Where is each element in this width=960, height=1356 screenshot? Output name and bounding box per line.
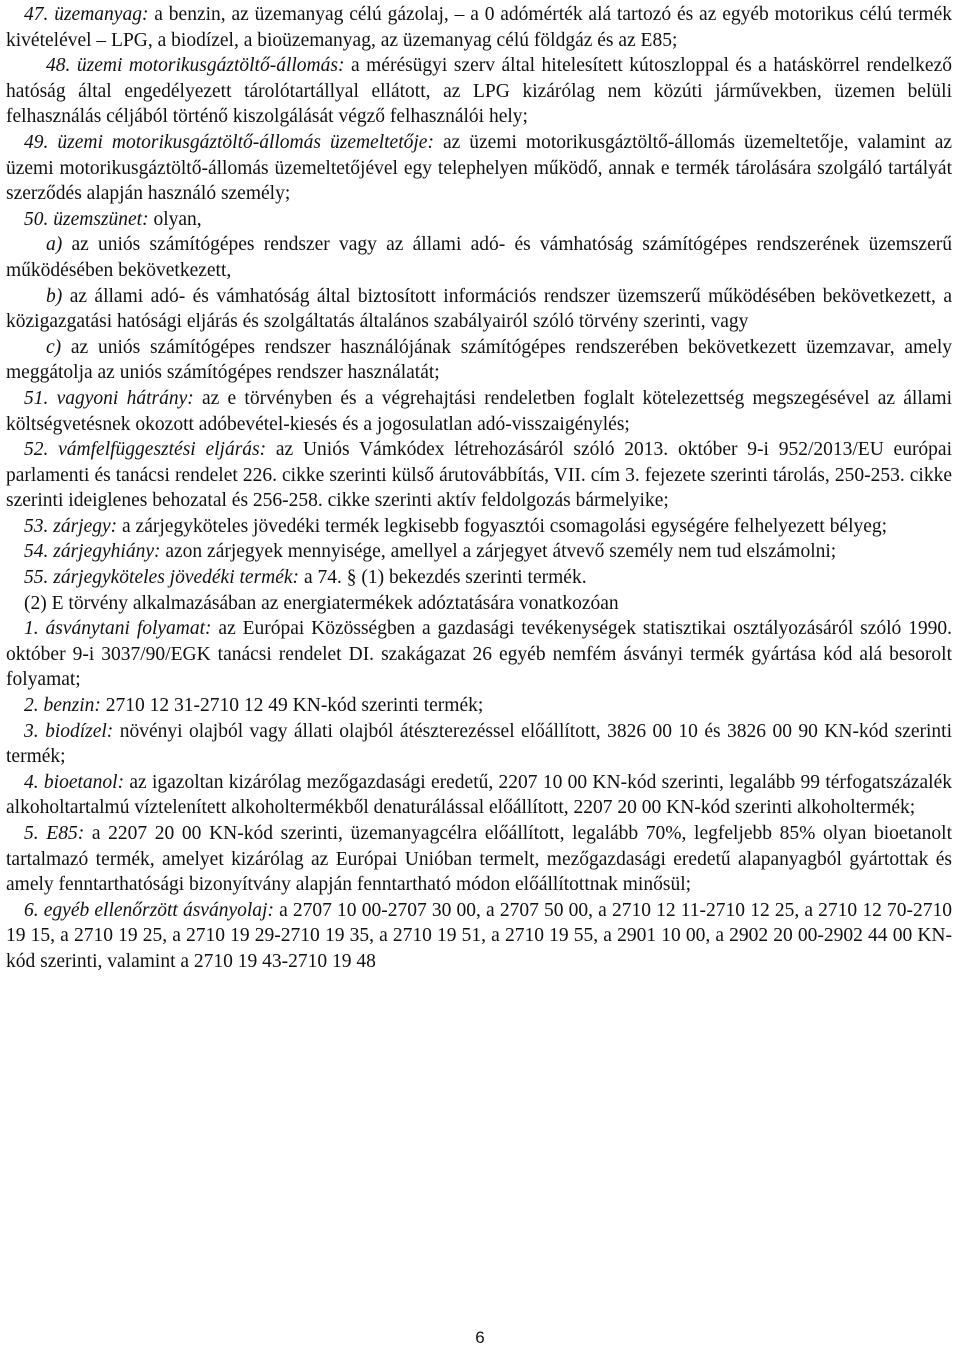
item-number: 50. xyxy=(24,208,49,230)
defined-term: bioetanol: xyxy=(43,771,125,793)
item-number: 5. xyxy=(24,823,39,844)
paragraph-text: a benzin, az üzemanyag célú gázolaj, – a 0 adómérték alá tartozó és az egyéb motorikus célú termék kivételével – LPG, a biodízel, a bioüzemanyag, az üzemanyag célú földgáz és az E85; xyxy=(6,4,952,51)
item-number: a) xyxy=(46,234,63,256)
paragraph-text: 2710 12 31-2710 12 49 KN-kód szerinti termék; xyxy=(100,695,484,717)
item-number: 2. xyxy=(24,695,39,717)
paragraph-text: az uniós számítógépes rendszer használójának számítógépes rendszerében bekövetkezett üzemzavar, amely meggátolja az uniós számítógépes rendszer használatát; xyxy=(6,336,953,384)
defined-term: E85: xyxy=(46,823,85,844)
item-number: 6. xyxy=(24,899,39,921)
defined-term: zárjegy: xyxy=(53,515,118,537)
item-number: 51. xyxy=(24,387,49,409)
defined-term: üzemi motorikusgáztöltő-állomás: xyxy=(76,55,345,77)
defined-term: benzin: xyxy=(43,695,101,717)
paragraph xyxy=(6,514,952,540)
paragraph xyxy=(6,616,952,693)
paragraph-text: az üzemi motorikusgáztöltő-állomás üzemeltetője, valamint az üzemi motorikusgáztöltő-állomás üzemeltetőjével egy telephelyen működő, annak e termék tárolására szolgáló tartályát szerződés alapján használó személy; xyxy=(6,131,953,205)
paragraph xyxy=(6,335,952,386)
paragraph xyxy=(6,565,952,591)
defined-term: ásványtani folyamat: xyxy=(45,618,212,640)
paragraph-text: a mérésügyi szerv által hitelesített kútoszloppal és a hatáskörrel rendelkező hatóság által engedélyezett tárolótartállyal ellátott, az LPG kizárólag nem közúti járművekben, üzemen belüli felhasználás céljából történő kiszolgálását végző felhasználói hely; xyxy=(6,55,952,128)
defined-term: üzemanyag: xyxy=(54,4,149,25)
paragraph-text: azon zárjegyek mennyisége, amellyel a zárjegyet átvevő személy nem tud elszámolni; xyxy=(160,541,837,563)
paragraph-text: a 74. § (1) bekezdés szerinti termék. xyxy=(299,567,587,589)
paragraph-text: az Európai Közösségben a gazdasági tevékenységek statisztikai osztályozásáról szóló 1990. október 9-i 3037/90/EGK tanácsi rendelet DI. szakágazat 26 egyéb nemfém ásványi termék gyártása kód alá besorolt folyamat; xyxy=(6,618,953,691)
paragraph xyxy=(6,770,952,821)
item-number: 4. xyxy=(24,771,39,793)
item-number: 52. xyxy=(24,439,49,461)
item-number: 1. xyxy=(24,618,39,640)
paragraph xyxy=(6,437,952,514)
paragraph xyxy=(6,207,952,233)
defined-term: zárjegyköteles jövedéki termék: xyxy=(53,567,300,589)
defined-term: vámfelfüggesztési eljárás: xyxy=(58,439,267,461)
paragraph-text: (2) E törvény alkalmazásában az energiatermékek adóztatására vonatkozóan xyxy=(24,592,619,614)
defined-term: zárjegyhiány: xyxy=(53,541,161,563)
page-number: 6 xyxy=(475,1328,485,1347)
paragraph xyxy=(6,898,952,975)
item-number: 49. xyxy=(24,131,49,153)
paragraph xyxy=(6,539,952,565)
defined-term: biodízel: xyxy=(45,720,114,742)
paragraph xyxy=(6,232,952,283)
paragraph-text: az uniós számítógépes rendszer vagy az állami adó- és vámhatóság számítógépes rendszerének üzemszerű működésében bekövetkezett, xyxy=(6,234,952,281)
defined-term: üzemi motorikusgáztöltő-állomás üzemeltetője: xyxy=(57,131,434,153)
item-number: b) xyxy=(46,285,63,307)
item-number: 55. xyxy=(24,567,49,589)
paragraph-text: az igazoltan kizárólag mezőgazdasági eredetű, 2207 10 00 KN-kód szerinti, legalább 99 térfogatszázalék alkoholtartalmú víztelenített alkoholtermékből denaturálással előállított, 2207 20 00 KN-kód szerinti alkoholtermék; xyxy=(6,771,952,819)
defined-term: egyéb ellenőrzött ásványolaj: xyxy=(43,899,274,921)
paragraph-text: a 2707 10 00-2707 30 00, a 2707 50 00, a 2710 12 11-2710 12 25, a 2710 12 70-2710 19 15, a 2710 19 25, a 2710 19 29-2710 19 35, a 2710 19 51, a 2710 19 55, a 2901 10 00, a 2902 20 00-2902 44 00 KN-kód szerinti, valamint a 2710 19 43-2710 19 48 xyxy=(6,899,952,972)
item-number: c) xyxy=(46,336,62,358)
paragraph xyxy=(6,2,952,53)
item-number: 48. xyxy=(46,55,71,77)
paragraph xyxy=(6,591,952,617)
item-number: 3. xyxy=(24,720,39,742)
paragraph-text: az Uniós Vámkódex létrehozásáról szóló 2013. október 9-i 952/2013/EU európai parlamenti és tanácsi rendelet 226. cikke szerinti külső árutovábbítás, VII. cím 3. fejezete szerinti tárolás, 250-253. cikke szerinti ideiglenes behozatal és 256-258. cikke szerinti aktív feldolgozás bármelyike; xyxy=(6,439,953,512)
paragraph xyxy=(6,719,952,770)
paragraph xyxy=(6,284,952,335)
item-number: 53. xyxy=(24,515,49,537)
paragraph-text: a zárjegyköteles jövedéki termék legkisebb fogyasztói csomagolási egységére felhelyezett bélyeg; xyxy=(117,515,888,537)
defined-term: üzemszünet: xyxy=(53,208,149,230)
paragraph-text: az állami adó- és vámhatóság által biztosított információs rendszer üzemszerű működésében bekövetkezett, a közigazgatási hatósági eljárás és szolgáltatás általános szabályairól szóló törvény szerinti, vagy xyxy=(6,285,953,333)
defined-term: vagyoni hátrány: xyxy=(56,387,194,409)
paragraph-text: az e törvényben és a végrehajtási rendeletben foglalt kötelezettség megszegésével az állami költségvetésnek okozott adóbevétel-kiesés és a jogosulatlan adó-visszaigénylés; xyxy=(6,387,952,435)
paragraph xyxy=(6,386,952,437)
paragraph xyxy=(6,130,952,207)
paragraph-text: a 2207 20 00 KN-kód szerinti, üzemanyagcélra előállított, legalább 70%, legfeljebb 85% olyan bioetanolt tartalmazó termék, amelyet kizárólag az Európai Unióban termelt, mezőgazdasági eredetű alapanyagból gyártottak és amely fenntarthatósági bizonyítvány alapján fenntartható módon előállítottnak minősül; xyxy=(6,823,953,896)
paragraph xyxy=(6,53,952,130)
item-number: 47. xyxy=(24,4,49,25)
document-page xyxy=(6,2,952,975)
paragraph-text: növényi olajból vagy állati olajból átészterezéssel előállított, 3826 00 10 és 3826 00 90 KN-kód szerinti termék; xyxy=(6,720,953,768)
item-number: 54. xyxy=(24,541,49,563)
paragraph xyxy=(6,821,952,898)
paragraph xyxy=(6,693,952,719)
paragraph-text: olyan, xyxy=(148,208,202,230)
